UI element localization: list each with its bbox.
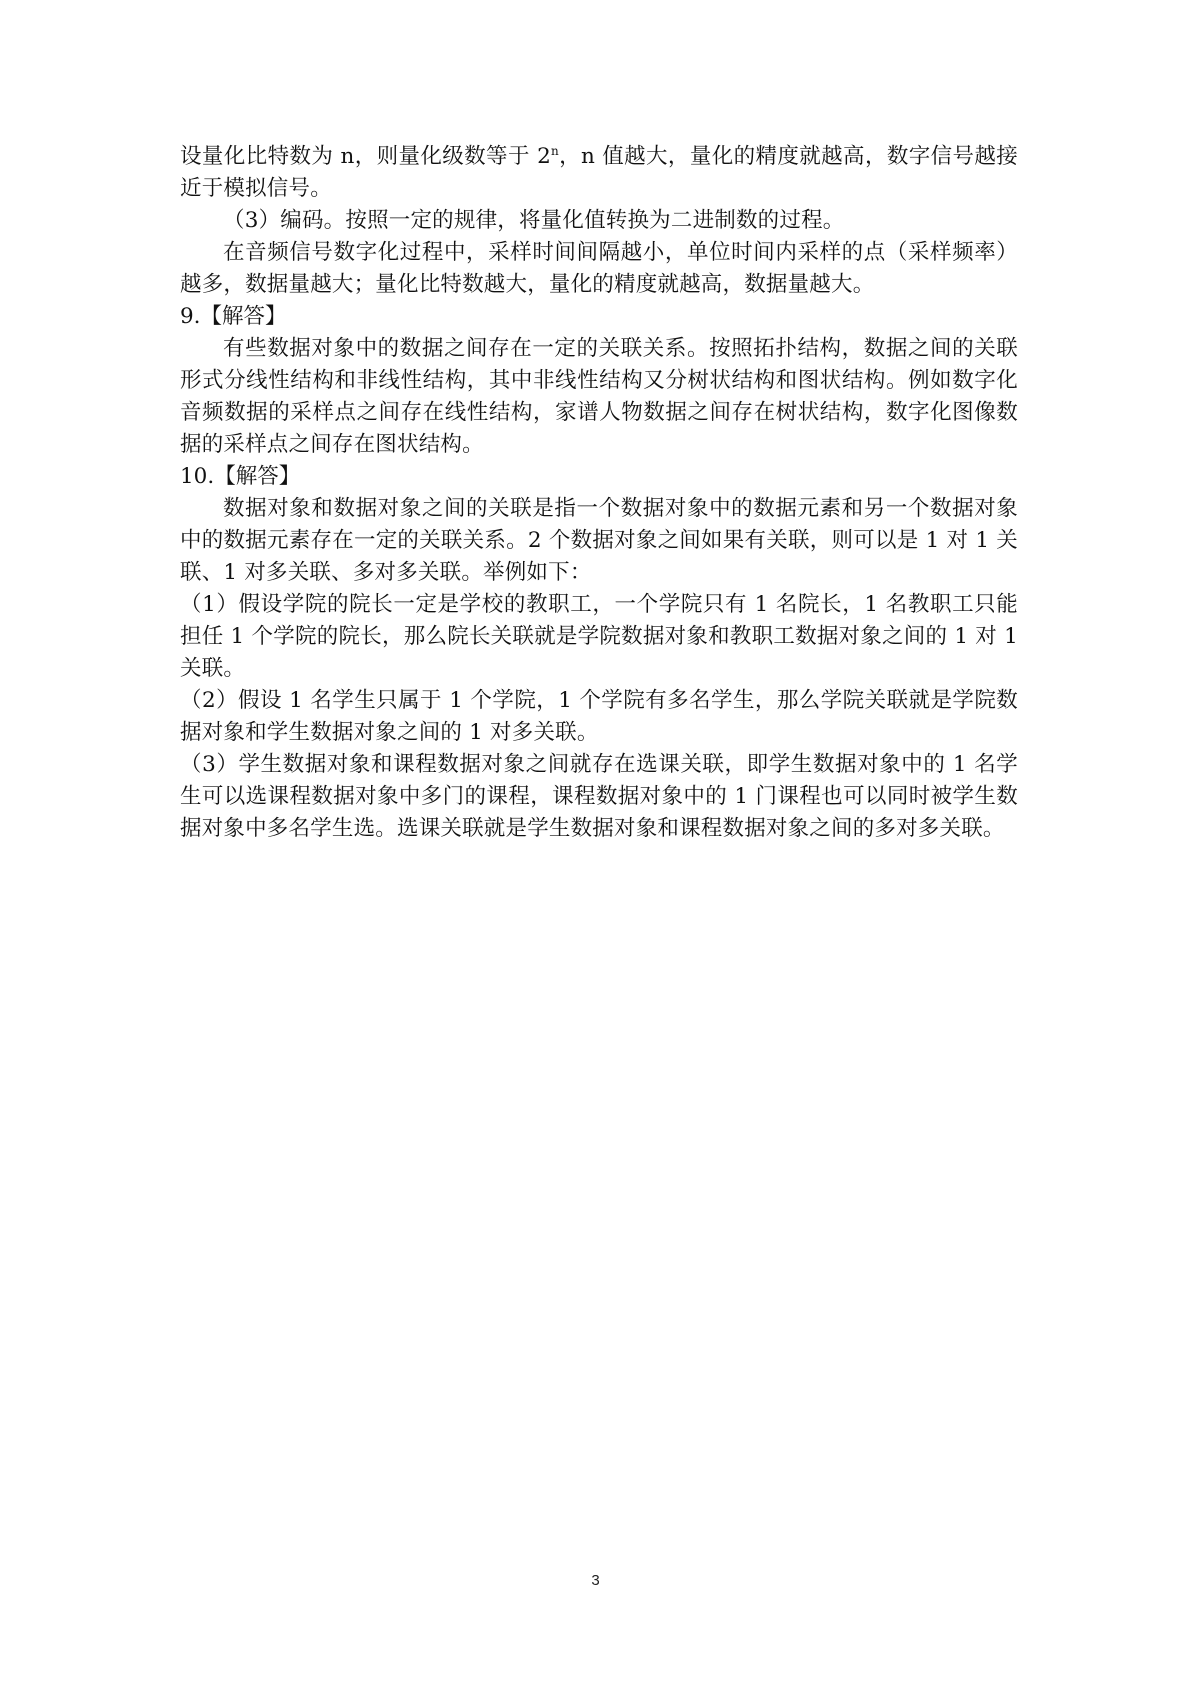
list-item-2: （2）假设 1 名学生只属于 1 个学院，1 个学院有多名学生，那么学院关联就是学院数据对象和学生数据对象之间的 1 对多关联。: [180, 688, 1018, 745]
paragraph-quantization-bits-text-b: ，n 值越大，量化的精度就越高，数字信号越接近于模拟信号。: [180, 144, 1018, 201]
heading-answer-9: 9.【解答】: [180, 304, 287, 329]
list-item-3: （3）学生数据对象和课程数据对象之间就存在选课关联，即学生数据对象中的 1 名学生可以选课程数据对象中多门的课程，课程数据对象中的 1 门课程也可以同时被学生数据对象中多名学生选。选课关联就是学生数据对象和课程数据对象之间的多对多关联。: [180, 752, 1018, 841]
paragraph-quantization-bits: [180, 141, 1018, 205]
page-number: 3: [591, 1572, 600, 1589]
paragraph-audio-digitization: 在音频信号数字化过程中，采样时间间隔越小，单位时间内采样的点（采样频率）越多，数据量越大；量化比特数越大，量化的精度就越高，数据量越大。: [180, 240, 1018, 297]
superscript-n: n: [550, 143, 559, 158]
list-item-1: （1）假设学院的院长一定是学校的教职工，一个学院只有 1 名院长，1 名教职工只能担任 1 个学院的院长，那么院长关联就是学院数据对象和教职工数据对象之间的 1 对 1 关联。: [180, 592, 1018, 681]
paragraph-answer-9: 有些数据对象中的数据之间存在一定的关联关系。按照拓扑结构，数据之间的关联形式分线性结构和非线性结构，其中非线性结构又分树状结构和图状结构。例如数字化音频数据的采样点之间存在线性结构，家谱人物数据之间存在树状结构，数字化图像数据的采样点之间存在图状结构。: [180, 336, 1018, 457]
paragraph-quantization-bits-text-a: 设量化比特数为 n，则量化级数等于 2: [180, 144, 551, 169]
paragraph-encoding: （3）编码。按照一定的规律，将量化值转换为二进制数的过程。: [223, 208, 845, 233]
heading-answer-10: 10.【解答】: [180, 464, 301, 489]
paragraph-answer-10-intro: 数据对象和数据对象之间的关联是指一个数据对象中的数据元素和另一个数据对象中的数据元素存在一定的关联关系。2 个数据对象之间如果有关联，则可以是 1 对 1 关联、1 对多关联、多对多关联。举例如下：: [180, 496, 1018, 585]
document-body: [180, 141, 1018, 845]
